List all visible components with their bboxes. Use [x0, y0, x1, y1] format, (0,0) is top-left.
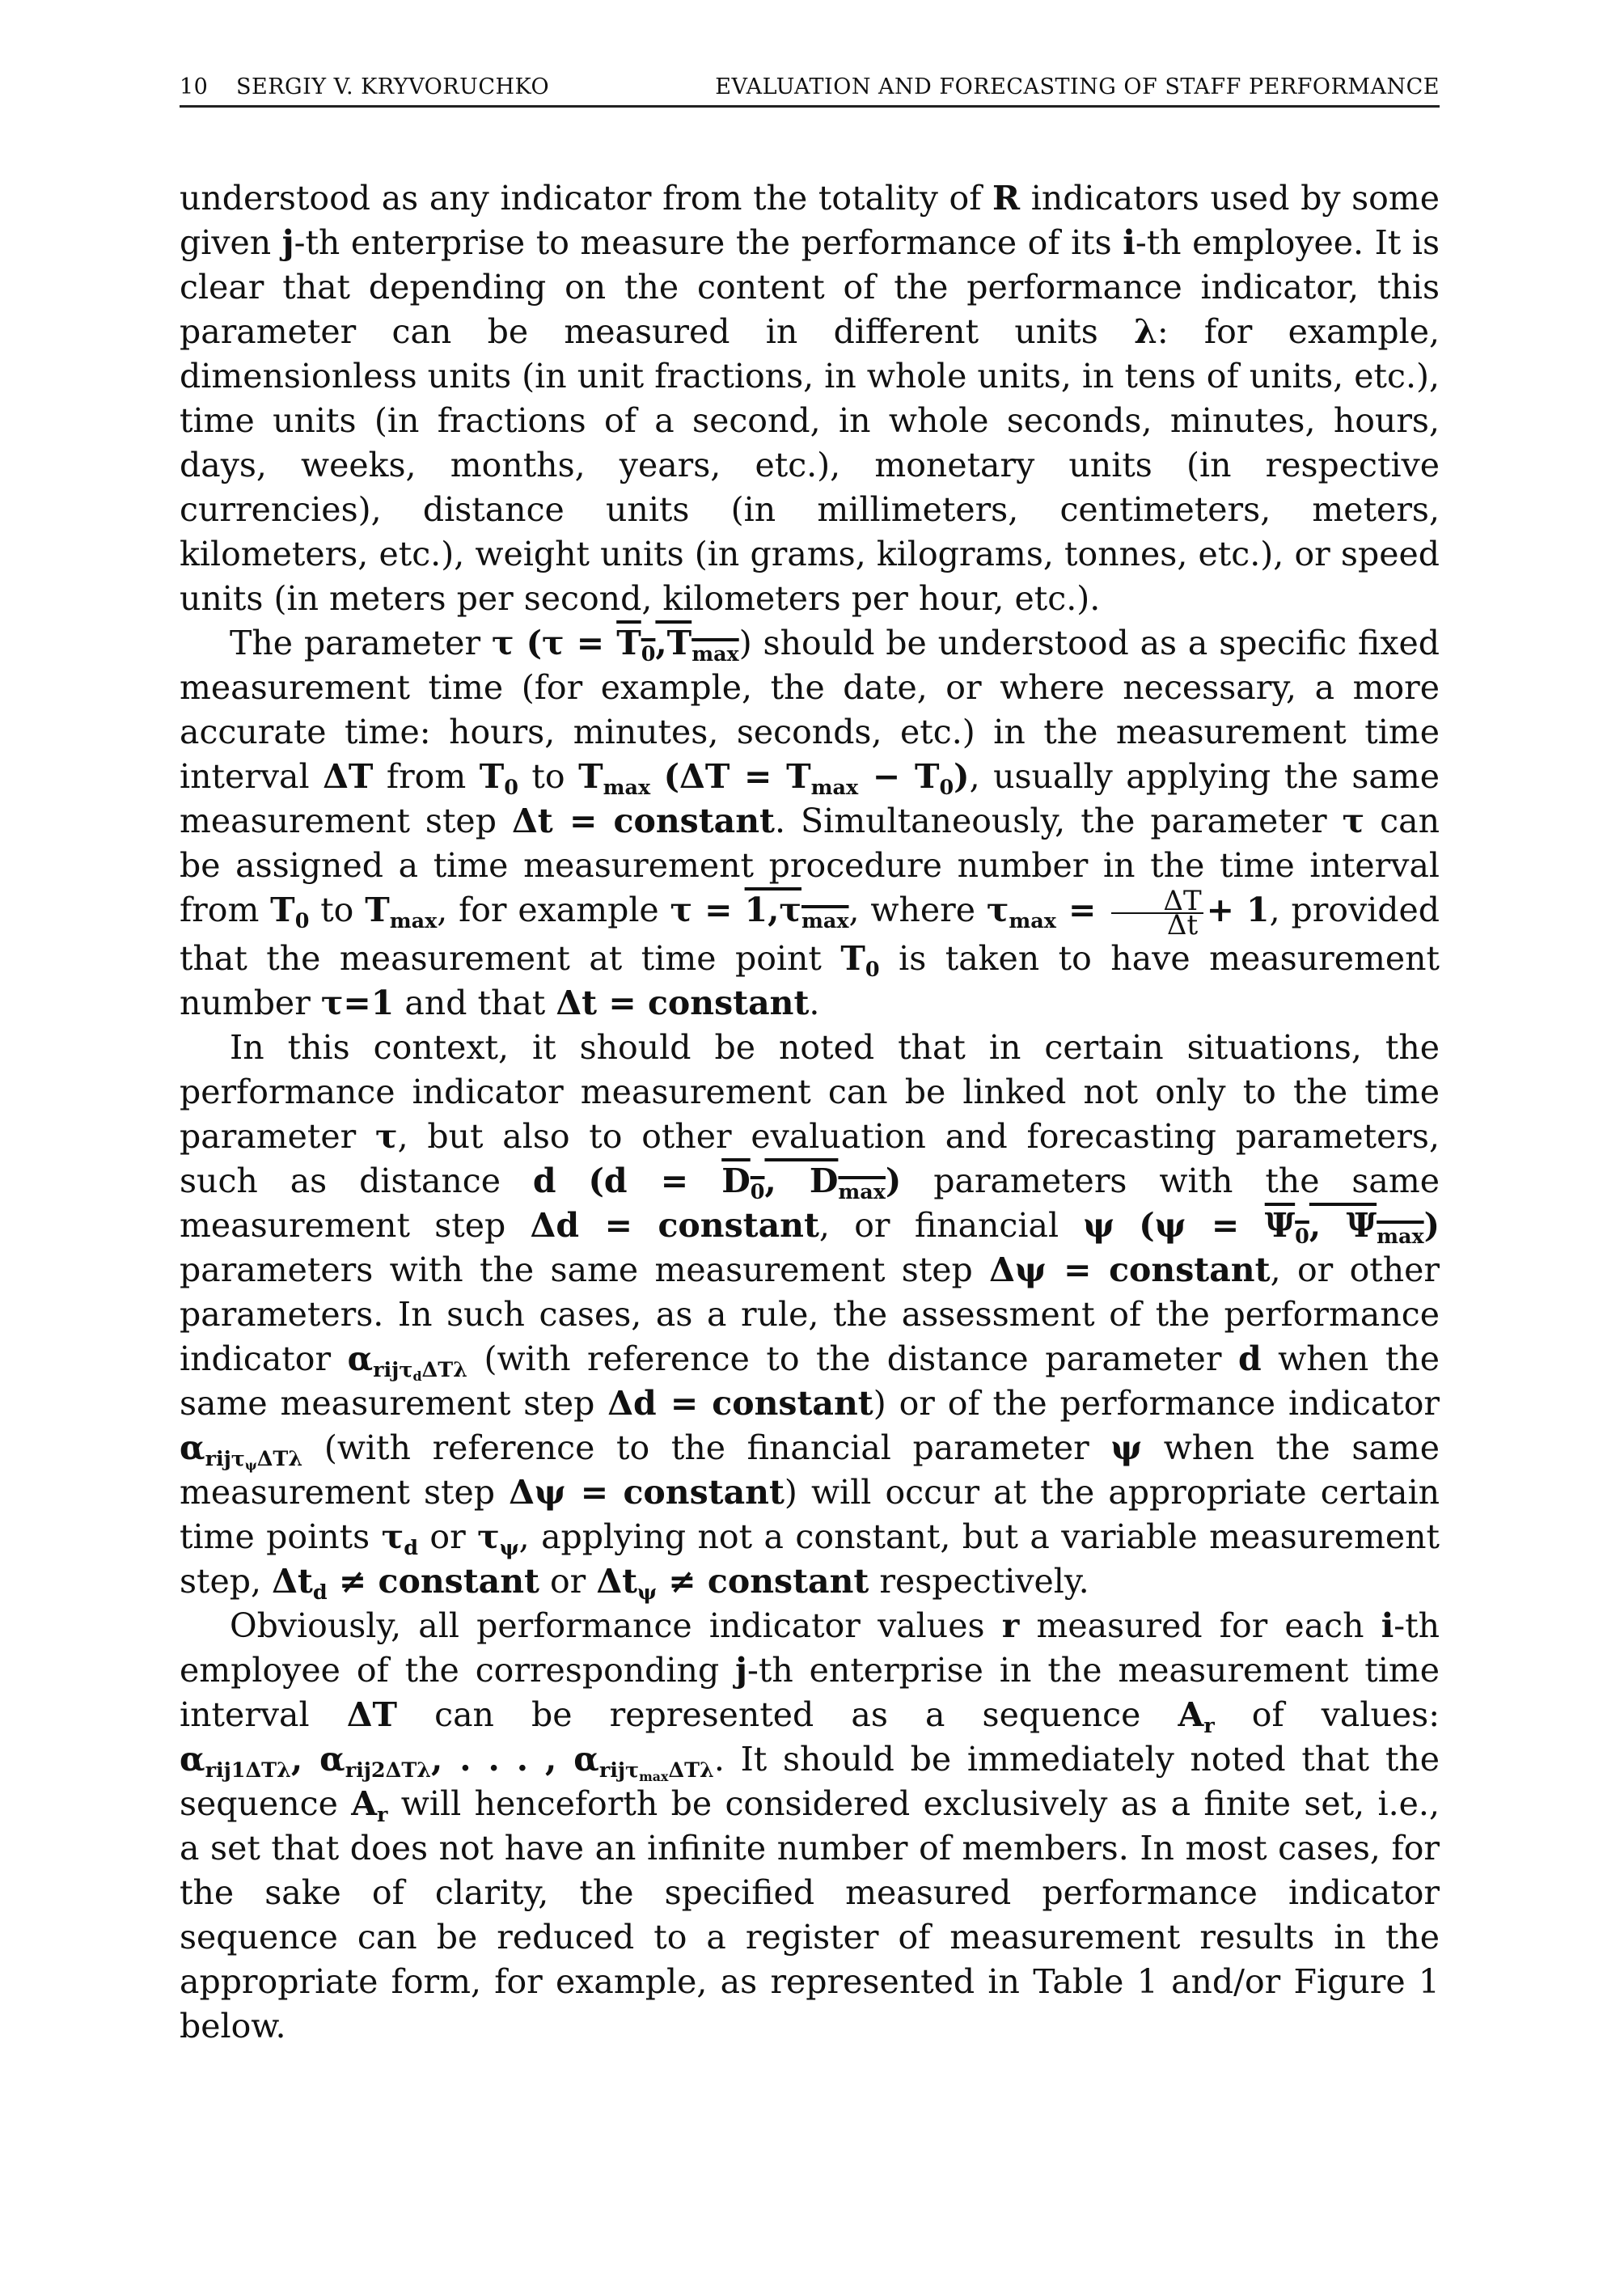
author-name: SERGIY V. KRYVORUCHKO: [236, 74, 550, 99]
page-number: 10: [180, 74, 209, 99]
tau-definition: τ ($\tau = T_0,T_{max}$: [491, 624, 739, 666]
paragraph-2: The parameter τ $(\tau = T_0,T_{max})$ should be understood as a specific fixed measurement time (for example, the date, or where necessary, a more accurate time: hours, minutes, seconds, etc.) in the measurement time interval ΔT from $T_0$ to $T_{max}$ $(\Delta T = T_{max} - T_0)$, usually applying the same measurement step Δt = constant. Simultaneously, the parameter τ can be assigned a time measurement procedure number in the time interval from $T_0$ to $T_{max}$, for example $\tau = 1,\tau_{max}$, where $\tau_{max}$ = $\frac{\Delta T}{\Delta t}$ + 1, provided that the measurement at time point $T_0$ is taken to have measurement number τ=1 and that Δt = constant.: [180, 624, 1440, 1022]
paragraph-4: Obviously, all performance indicator values r measured for each i-th employee of the corresponding j-th enterprise in the measurement time interval ΔT can be represented as a sequence $A_r$ of values: $\alpha_{rij1\Delta T\lambda}$, $\alpha_{rij2\Delta T\lambda}$, . . . , $\alpha_{rij\tau_{max}\Delta T\lambda}$. It should be immediately noted that the sequence $A_r$ will henceforth be considered exclusively as a finite set, i.e., a set that does not have an infinite number of members. In most cases, for the sake of clarity, the specified measured performance indicator sequence can be reduced to a register of measurement results in the appropriate form, for example, as represented in Table 1 and/or Figure 1 below.: [180, 1606, 1440, 2046]
running-title: EVALUATION AND FORECASTING OF STAFF PERFORMANCE: [715, 74, 1440, 99]
paragraph-1: understood as any indicator from the totality of R indicators used by some given j-th enterprise to measure the performance of its i-th employee. It is clear that depending on the content of the performance indicator, this parameter can be measured in different units λ: for example, dimensionless units (in unit fractions, in whole units, in tens of units, etc.), time units (in fractions of a second, in whole seconds, minutes, hours, days, weeks, months, years, etc.), monetary units (in respective currencies), distance units (in millimeters, centimeters, meters, kilometers, etc.), weight units (in grams, kilograms, tonnes, etc.), or speed units (in meters per second, kilometers per hour, etc.).: [180, 179, 1440, 618]
paragraph-3: In this context, it should be noted that in certain situations, the performance indicator measurement can be linked not only to the time parameter τ, but also to other evaluation and forecasting parameters, such as distance d ($d = D_0$, $D_{max}$) parameters with the same measurement step Δd = constant, or financial ψ ($\psi = \Psi_0$, $\Psi_{max}$) parameters with the same measurement step Δψ = constant, or other parameters. In such cases, as a rule, the assessment of the performance indicator $\alpha_{rij\tau_d\Delta T\lambda}$ (with reference to the distance parameter d when the same measurement step Δd = constant) or of the performance indicator $\alpha_{rij\tau_\psi\Delta T\lambda}$ (with reference to the financial parameter ψ when the same measurement step Δψ = constant) will occur at the appropriate certain time points $\tau_d$ or $\tau_\psi$, applying not a constant, but a variable measurement step, $\Delta t_d$ ≠ constant or $\Delta t_\psi$ ≠ constant respectively.: [180, 1027, 1440, 1604]
running-header: [180, 68, 1440, 108]
delta-T-over-delta-t-fraction: $\frac{\Delta T}{\Delta t}$: [1111, 890, 1203, 937]
page-body: [180, 176, 1440, 2049]
